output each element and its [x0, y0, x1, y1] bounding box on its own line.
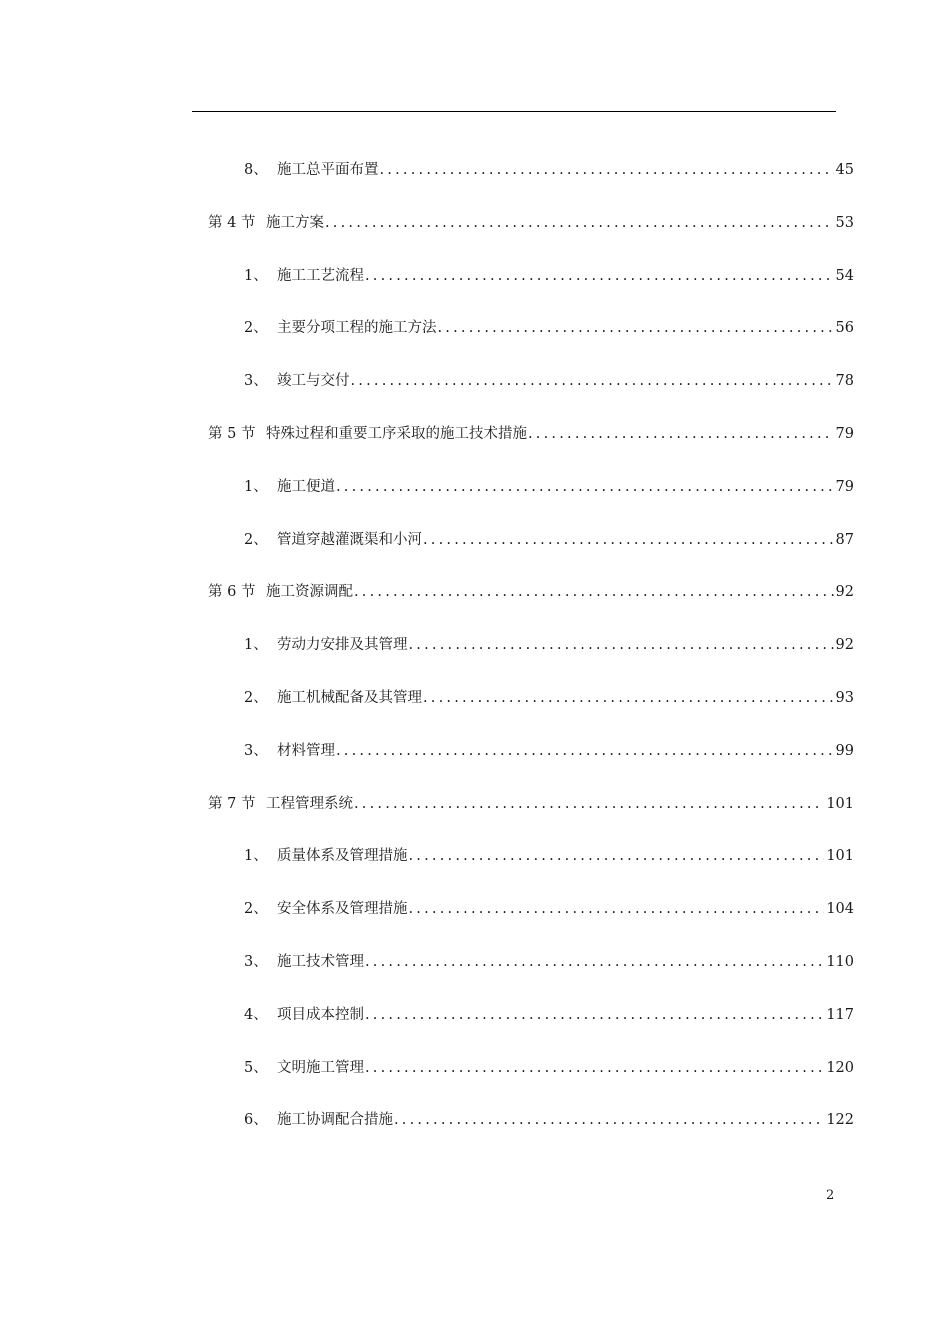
toc-dot-leader	[423, 530, 834, 550]
toc-dot-leader	[336, 477, 834, 497]
toc-dot-leader	[354, 582, 834, 602]
toc-subsection-entry[interactable]	[244, 899, 854, 919]
toc-entry-title: 工程管理系统	[266, 795, 353, 812]
toc-entry-page: 120	[826, 1059, 854, 1076]
toc-subsection-entry[interactable]	[244, 635, 854, 655]
toc-dot-leader	[365, 266, 834, 286]
toc-dot-leader	[380, 160, 834, 180]
toc-dot-leader	[336, 741, 834, 761]
toc-entry-page: 101	[826, 848, 854, 865]
toc-entry-title: 施工资源调配	[266, 584, 353, 601]
toc-section-entry[interactable]	[208, 213, 854, 233]
toc-entry-page: 79	[835, 426, 854, 442]
toc-entry-page: 117	[826, 1006, 854, 1023]
toc-entry-number: 3、	[244, 373, 268, 390]
toc-dot-leader	[365, 952, 824, 972]
toc-section-entry[interactable]	[208, 582, 854, 602]
toc-entry-page: 99	[835, 742, 854, 759]
toc-entry-page: 87	[835, 531, 854, 548]
toc-entry-title: 施工技术管理	[277, 954, 364, 970]
toc-entry-page: 92	[835, 584, 854, 601]
toc-entry-title: 管道穿越灌溉渠和小河	[277, 531, 422, 548]
toc-entry-title: 特殊过程和重要工序采取的施工技术措施	[266, 426, 527, 442]
toc-subsection-entry[interactable]	[244, 266, 854, 286]
toc-entry-title: 质量体系及管理措施	[277, 848, 408, 865]
toc-entry-number: 6、	[244, 1112, 268, 1129]
toc-entry-title: 施工协调配合措施	[277, 1112, 393, 1129]
toc-entry-number: 2、	[244, 320, 268, 337]
toc-dot-leader	[438, 318, 834, 338]
toc-entry-number: 第 7 节	[208, 795, 256, 812]
toc-dot-leader	[528, 424, 834, 444]
toc-subsection-entry[interactable]	[244, 952, 854, 972]
toc-entry-number: 第 4 节	[208, 214, 256, 231]
toc-entry-page: 56	[835, 320, 854, 337]
toc-entry-title: 施工机械配备及其管理	[277, 690, 422, 706]
toc-entry-number: 1、	[244, 637, 268, 654]
toc-entry-number: 1、	[244, 848, 268, 865]
toc-entry-title: 竣工与交付	[277, 373, 350, 390]
toc-dot-leader	[325, 213, 834, 233]
toc-entry-title: 施工方案	[266, 214, 324, 231]
toc-subsection-entry[interactable]	[244, 741, 854, 761]
toc-entry-title: 材料管理	[277, 742, 335, 759]
toc-dot-leader	[365, 1005, 824, 1025]
toc-entry-page: 122	[826, 1112, 854, 1129]
toc-entry-title: 项目成本控制	[277, 1006, 364, 1023]
toc-subsection-entry[interactable]	[244, 846, 854, 866]
toc-dot-leader	[423, 688, 834, 708]
toc-dot-leader	[409, 635, 834, 655]
toc-subsection-entry[interactable]	[244, 318, 854, 338]
toc-entry-number: 2、	[244, 901, 268, 918]
toc-entry-title: 施工总平面布置	[277, 162, 379, 178]
toc-entry-number: 3、	[244, 742, 268, 759]
toc-entry-title: 文明施工管理	[277, 1059, 364, 1076]
toc-entry-title: 劳动力安排及其管理	[277, 637, 408, 654]
toc-entry-page: 110	[826, 954, 854, 970]
toc-entry-page: 54	[835, 267, 854, 284]
toc-entry-number: 1、	[244, 267, 268, 284]
toc-dot-leader	[409, 899, 825, 919]
toc-entry-page: 53	[835, 214, 854, 231]
toc-subsection-entry[interactable]	[244, 1058, 854, 1078]
toc-entry-page: 104	[826, 901, 854, 918]
toc-entry-number: 第 6 节	[208, 584, 256, 601]
toc-dot-leader	[409, 846, 825, 866]
toc-entry-number: 3、	[244, 954, 268, 970]
toc-entry-page: 101	[826, 795, 854, 812]
toc-entry-number: 2、	[244, 531, 268, 548]
toc-entry-page: 78	[835, 373, 854, 390]
toc-entry-number: 5、	[244, 1059, 268, 1076]
toc-entry-number: 8、	[244, 162, 268, 178]
toc-subsection-entry[interactable]	[244, 477, 854, 497]
toc-entry-number: 2、	[244, 690, 268, 706]
toc-entry-number: 第 5 节	[208, 426, 256, 442]
header-rule	[192, 111, 836, 112]
toc-entry-page: 93	[835, 690, 854, 706]
toc-dot-leader	[351, 371, 834, 391]
toc-entry-title: 施工工艺流程	[277, 267, 364, 284]
toc-entry-number: 1、	[244, 478, 268, 495]
toc-section-entry[interactable]	[208, 424, 854, 444]
page-number: 2	[826, 1188, 835, 1203]
toc-subsection-entry[interactable]	[244, 371, 854, 391]
toc-dot-leader	[394, 1110, 824, 1130]
toc-subsection-entry[interactable]	[244, 160, 854, 180]
toc-entry-page: 45	[835, 162, 854, 178]
toc-subsection-entry[interactable]	[244, 688, 854, 708]
toc-entry-page: 92	[835, 637, 854, 654]
toc-subsection-entry[interactable]	[244, 1005, 854, 1025]
toc-entry-page: 79	[835, 478, 854, 495]
toc-entry-title: 安全体系及管理措施	[277, 901, 408, 918]
toc-subsection-entry[interactable]	[244, 1110, 854, 1130]
toc-section-entry[interactable]	[208, 794, 854, 814]
toc-dot-leader	[365, 1058, 824, 1078]
toc-entry-title: 施工便道	[277, 478, 335, 495]
toc-subsection-entry[interactable]	[244, 530, 854, 550]
toc-dot-leader	[354, 794, 824, 814]
toc-entry-number: 4、	[244, 1006, 268, 1023]
toc-entry-title: 主要分项工程的施工方法	[277, 320, 437, 337]
